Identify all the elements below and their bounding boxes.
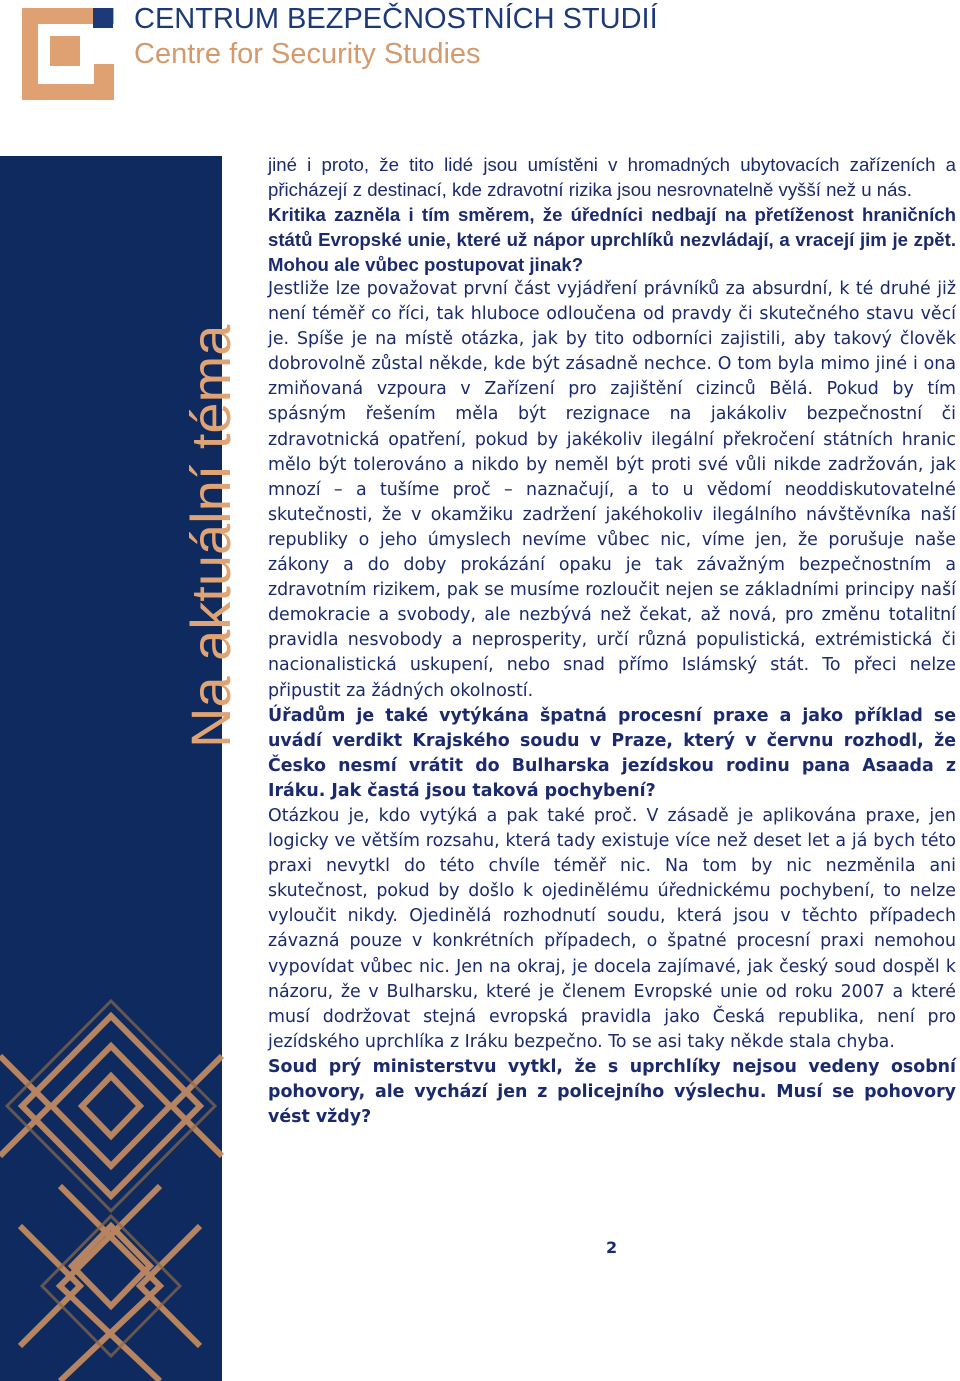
interview-question: Soud prý ministerstvu vytkl, že s uprchlíky nejsou vedeny osobní pohovory, ale vychází jen z policejního výslechu. Musí se pohovory vést vždy? xyxy=(268,1056,956,1128)
organization-name-cz: CENTRUM BEZPEČNOSTNÍCH STUDIÍ xyxy=(134,3,658,35)
interview-answer: Jestliže lze považovat první část vyjádření právníků za absurdní, k té druhé již není téměř co říci, tak hluboce odloučena od pravdy či skutečného stavu věcí je. Spíše je na místě otázka, jak by tito odborníci zajistili, aby takový člověk dobrovolně zůstal někde, kde být zásadně nechce. O tom byla mimo jiné i ona zmiňovaná vzpoura v Zařízení pro zajištění cizinců Bělá. Pokud by tím spásným řešením měla být rezignace na jakákoliv bezpečnostní či zdravotnická opatření, pokud by jakékoliv ilegální překročení státních hranic mělo být tolerováno a nikdo by neměl být proti své vůli nikde zadržován, jak mnozí – a tušíme proč – naznačují, a to u vědomí neoddiskutovatelné skutečnosti, že v okamžiku zadržení jakéhokoliv ilegálního návštěvníka naší republiky o jeho úmyslech nevíme vůbec nic, víme jen, že porušuje naše zákony a do doby prokázání opaku je tak závažným bezpečnostním a zdravotním rizikem, pak se musíme rozloučit nejen se základními principy naší demokracie a svobody, ale nezbývá než čekat, až nová, pro změnu totalitní pravidla nesvobody a neprosperity, určí různá populistická, extrémistická či nacionalistická uskupení, nebo snad přímo Islámský stát. To přeci nelze připustit za žádných okolností. xyxy=(268,279,956,701)
organization-name-en: Centre for Security Studies xyxy=(134,38,481,70)
logo-square xyxy=(93,8,113,28)
interview-question: Kritika zazněla i tím směrem, že úředníci nedbají na přetíženost hraničních států Evropské unie, které už nápor uprchlíků nezvládají, a vracejí jim je zpět. Mohou ale vůbec postupovat jinak? xyxy=(268,204,956,275)
interview-question: Úřadům je také vytýkána špatná procesní praxe a jako příklad se uvádí verdikt Krajského soudu v Praze, který v červnu rozhodl, že Česko nesmí vrátit do Bulharska jezídskou rodinu pana Asaada z Iráku. Jak častá jsou taková pochybení? xyxy=(268,705,956,801)
interview-answer: Otázkou je, kdo vytýká a pak také proč. V zásadě je aplikována praxe, jen logicky ve větším rozsahu, která tady existuje více než deset let a já bych této praxi nevytkl do této chvíle téměř nic. Na tom by nic nezměnila ani skutečnost, pokud by došlo k ojedinělému úřednickému pochybení, to nelze vyloučit nikdy. Ojedinělá rozhodnutí soudu, která jsou v těchto případech závazná pouze v konkrétních případech, o špatné procesní praxi nemohou vypovídat vůbec nic. Jen na okraj, je docela zajímavé, jak český soud dospěl k názoru, že v Bulharsku, které je členem Evropské unie od roku 2007 a které musí dodržovat stejná evropská pravidla jako Česká republika, není pro jezídského uprchlíka z Iráku bezpečno. To se asi taky někde stala chyba. xyxy=(268,805,956,1052)
section-title: Na aktuální téma xyxy=(179,324,242,748)
page-number: 2 xyxy=(606,1238,618,1257)
sidebar xyxy=(0,156,242,1381)
article-body xyxy=(268,152,956,1130)
ornament-pattern-icon xyxy=(0,996,222,1381)
paragraph: jiné i proto, že tito lidé jsou umístěni v hromadných ubytovacích zařízeních a přicházejí z destinací, kde zdravotní rizika jsou nesrovnatelně vyšší než u nás. xyxy=(268,154,956,200)
